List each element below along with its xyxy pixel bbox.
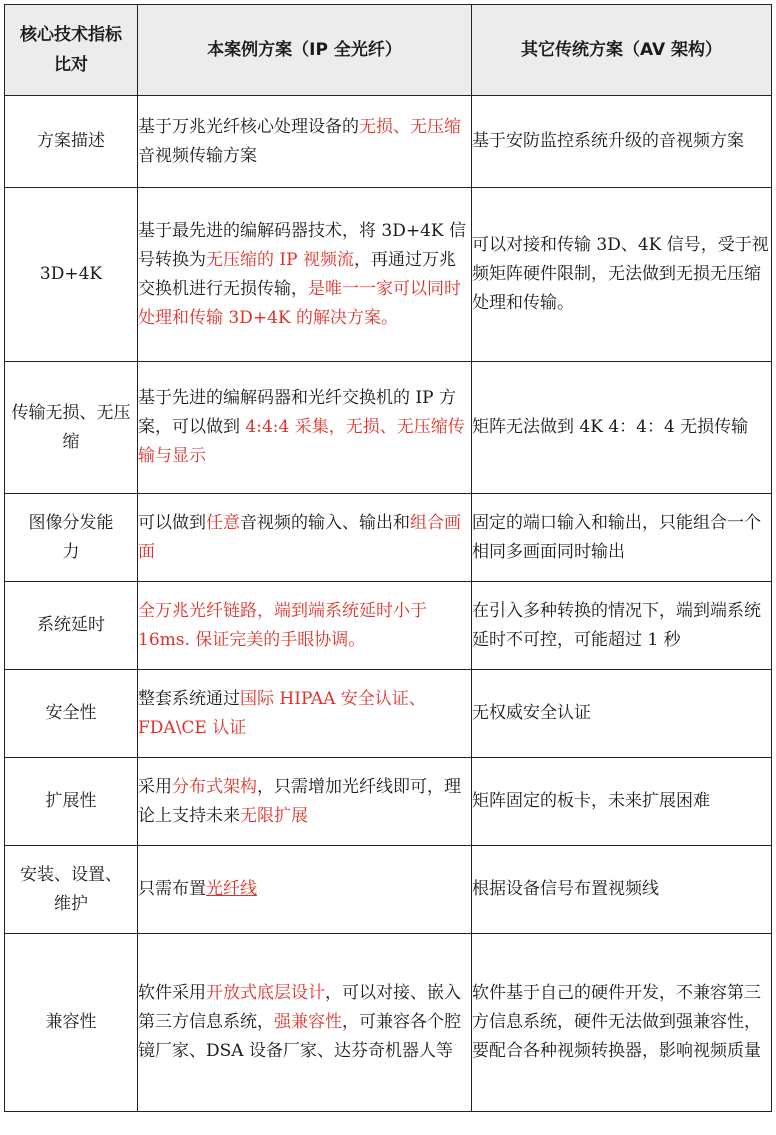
highlight-text: 是唯一一家可以同时处理和传输 3D+4K 的解决方案。 — [138, 278, 461, 328]
traditional-solution-cell: 基于安防监控系统升级的音视频方案 — [472, 96, 772, 188]
highlight-text: 4:4:4 采集，无损、无压缩传输与显示 — [138, 417, 465, 466]
highlight-text: 光纤线 — [206, 879, 257, 899]
cell-text: 音视频传输方案 — [138, 145, 257, 166]
table-row — [5, 758, 772, 846]
cell-text: 基于先进的编解码器和光纤交换机的 IP 方案，可以做到 — [138, 388, 456, 437]
cell-text: 采用 — [138, 776, 172, 797]
cell-text: 音视频的输入、输出和 — [240, 512, 410, 533]
table-row — [5, 846, 772, 934]
cell-text: ，可以对接、嵌入第三方信息系统， — [138, 983, 461, 1032]
our-solution-cell — [138, 188, 472, 362]
our-solution-cell — [138, 96, 472, 188]
traditional-solution-cell: 固定的端口输入和输出，只能组合一个相同多画面同时输出 — [472, 494, 772, 582]
highlight-text: 任意 — [206, 512, 240, 533]
highlight-text: 分布式架构 — [172, 776, 257, 797]
table-row — [5, 670, 772, 758]
our-solution-cell — [138, 582, 472, 670]
row-label: 安装、设置、维护 — [5, 846, 138, 934]
highlight-text: 开放式底层设计 — [206, 983, 325, 1003]
our-solution-cell — [138, 670, 472, 758]
table-header — [5, 5, 772, 96]
cell-text: ，只需增加光纤线即可，理论上支持未来 — [138, 776, 461, 826]
row-label: 方案描述 — [5, 96, 138, 188]
cell-text: 整套系统通过 — [138, 688, 240, 709]
comparison-table — [4, 4, 772, 1112]
highlight-text: 无限扩展 — [240, 805, 308, 826]
our-solution-cell — [138, 494, 472, 582]
cell-text: 基于最先进的编解码器技术，将 3D+4K 信号转换为 — [138, 220, 467, 270]
our-solution-cell — [138, 362, 472, 494]
header-metric: 核心技术指标比对 — [5, 5, 138, 96]
table-row — [5, 582, 772, 670]
traditional-solution-cell: 根据设备信号布置视频线 — [472, 846, 772, 934]
highlight-text: 组合画面 — [138, 512, 461, 562]
highlight-text: 全万兆光纤链路，端到端系统延时小于 16ms. 保证完美的手眼协调。 — [138, 600, 427, 650]
highlight-text: 强兼容性 — [274, 1012, 342, 1032]
table-row — [5, 494, 772, 582]
row-label: 传输无损、无压缩 — [5, 362, 138, 494]
traditional-solution-cell: 软件基于自己的硬件开发，不兼容第三方信息系统，硬件无法做到强兼容性，要配合各种视频转换器，影响视频质量 — [472, 934, 772, 1112]
traditional-solution-cell: 可以对接和传输 3D、4K 信号，受于视频矩阵硬件限制，无法做到无损无压缩处理和传输。 — [472, 188, 772, 362]
table-row — [5, 362, 772, 494]
traditional-solution-cell: 在引入多种转换的情况下，端到端系统延时不可控，可能超过 1 秒 — [472, 582, 772, 670]
table-row — [5, 188, 772, 362]
table-row — [5, 934, 772, 1112]
row-label: 安全性 — [5, 670, 138, 758]
table-body — [5, 96, 772, 1112]
cell-text: 只需布置 — [138, 879, 206, 899]
our-solution-cell — [138, 758, 472, 846]
cell-text: 可以做到 — [138, 512, 206, 533]
cell-text: ，可兼容各个腔镜厂家、DSA 设备厂家、达芬奇机器人等 — [138, 1012, 461, 1061]
highlight-text: 无损、无压缩 — [359, 116, 461, 137]
table-row — [5, 96, 772, 188]
row-label: 兼容性 — [5, 934, 138, 1112]
cell-text: 基于万兆光纤核心处理设备的 — [138, 116, 359, 137]
header-traditional-solution: 其它传统方案（AV 架构） — [472, 5, 772, 96]
header-our-solution: 本案例方案（IP 全光纤） — [138, 5, 472, 96]
row-label: 扩展性 — [5, 758, 138, 846]
highlight-text: 国际 HIPAA 安全认证、FDA\CE 认证 — [138, 688, 426, 738]
traditional-solution-cell: 无权威安全认证 — [472, 670, 772, 758]
row-label: 图像分发能力 — [5, 494, 138, 582]
traditional-solution-cell: 矩阵固定的板卡，未来扩展困难 — [472, 758, 772, 846]
traditional-solution-cell: 矩阵无法做到 4K 4：4：4 无损传输 — [472, 362, 772, 494]
our-solution-cell — [138, 934, 472, 1112]
cell-text: ，再通过万兆交换机进行无损传输， — [138, 249, 456, 299]
cell-text: 软件采用 — [138, 983, 206, 1003]
our-solution-cell — [138, 846, 472, 934]
row-label: 3D+4K — [5, 188, 138, 362]
highlight-text: 无压缩的 IP 视频流 — [206, 249, 354, 270]
row-label: 系统延时 — [5, 582, 138, 670]
